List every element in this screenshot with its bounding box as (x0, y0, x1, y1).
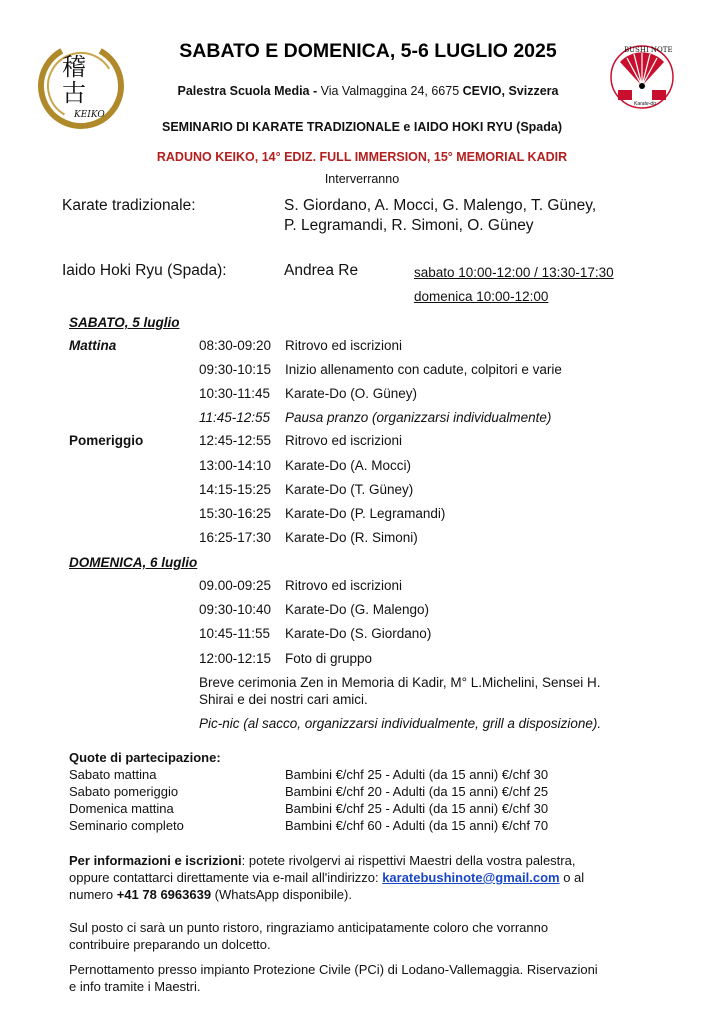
schedule-time: 11:45-12:55 (199, 410, 271, 425)
info-line2-text: oppure contattarci direttamente via e-mail all'indirizzo: (69, 870, 383, 885)
schedule-time: 10:45-11:55 (199, 626, 271, 641)
schedule-time: 13:00-14:10 (199, 458, 272, 473)
fees-heading: Quote di partecipazione: (69, 750, 221, 765)
ceremony-line1: Breve cerimonia Zen in Memoria di Kadir, M° L.Michelini, Sensei H. (199, 675, 601, 690)
picnic-note: Pic-nic (al sacco, organizzarsi individualmente, grill a disposizione). (199, 716, 602, 731)
bushi-note-text: BUSHI NOTE (624, 46, 673, 54)
schedule-activity: Pausa pranzo (organizzarsi individualmente) (285, 410, 552, 425)
schedule-time: 09.00-09:25 (199, 578, 272, 593)
keiko-kanji: 稽古 (62, 53, 86, 107)
schedule-activity: Ritrovo ed iscrizioni (285, 433, 403, 448)
info-line1-text: : potete rivolgervi ai rispettivi Maestri della vostra palestra, (241, 853, 576, 868)
iaido-saturday-times: sabato 10:00-12:00 / 13:30-17:30 (414, 265, 614, 280)
karate-teachers-line2: P. Legramandi, R. Simoni, O. Güney (284, 217, 534, 234)
info-line3-text: numero (69, 887, 117, 902)
karate-label: Karate tradizionale: (62, 197, 196, 214)
info-line3-end: (WhatsApp disponibile). (211, 887, 352, 902)
schedule-activity: Ritrovo ed iscrizioni (285, 578, 403, 593)
schedule-time: 08:30-09:20 (199, 338, 272, 353)
fee-price: Bambini €/chf 25 - Adulti (da 15 anni) €/chf 30 (285, 801, 549, 816)
schedule-activity: Inizio allenamento con cadute, colpitori e varie (285, 362, 562, 377)
karate-teachers-line1: S. Giordano, A. Mocci, G. Malengo, T. Güney, (284, 197, 597, 214)
ristoro-line2: contribuire preparando un dolcetto. (69, 937, 271, 952)
raduno-title: RADUNO KEIKO, 14° EDIZ. FULL IMMERSION, 15° MEMORIAL KADIR (156, 150, 568, 164)
schedule-time: 09:30-10:15 (199, 362, 272, 377)
pernottamento-line2: e info tramite i Maestri. (69, 979, 201, 994)
sunday-heading: DOMENICA, 6 luglio (69, 555, 198, 570)
bushi-note-caption: Karate-do (634, 101, 656, 107)
fee-label: Seminario completo (69, 818, 184, 833)
schedule-activity: Karate-Do (A. Mocci) (285, 458, 412, 473)
fee-label: Domenica mattina (69, 801, 174, 816)
venue-line (148, 84, 588, 98)
schedule-activity: Karate-Do (O. Güney) (285, 386, 418, 401)
bushi-note-logo (602, 44, 682, 110)
schedule-time: 15:30-16:25 (199, 506, 272, 521)
schedule-activity: Foto di gruppo (285, 651, 373, 666)
iaido-teacher: Andrea Re (284, 262, 359, 279)
ceremony-line2: Shirai e dei nostri cari amici. (199, 692, 368, 707)
iaido-label: Iaido Hoki Ryu (Spada): (62, 262, 227, 279)
keiko-logo-text: KEIKO (74, 110, 105, 120)
seminar-title: SEMINARIO DI KARATE TRADIZIONALE e IAIDO HOKI RYU (Spada) (161, 120, 562, 134)
fee-price: Bambini €/chf 20 - Adulti (da 15 anni) €/chf 25 (285, 784, 549, 799)
pernottamento-line1: Pernottamento presso impianto Protezione Civile (PCi) di Lodano-Vallemaggia. Riservazioni (69, 962, 598, 977)
iaido-sunday-times: domenica 10:00-12:00 (414, 289, 549, 304)
info-line2 (69, 870, 584, 885)
schedule-time: 12:00-12:15 (199, 651, 272, 666)
phone-number: +41 78 6963639 (116, 887, 212, 902)
schedule-activity: Karate-Do (G. Malengo) (285, 602, 430, 617)
info-line3 (69, 887, 352, 902)
schedule-time: 10:30-11:45 (199, 386, 271, 401)
fee-label: Sabato mattina (69, 767, 157, 782)
schedule-time: 09:30-10:40 (199, 602, 272, 617)
schedule-activity: Karate-Do (P. Legramandi) (285, 506, 446, 521)
fee-label: Sabato pomeriggio (69, 784, 179, 799)
morning-label: Mattina (69, 338, 117, 353)
venue-name: Palestra Scuola Media - (177, 84, 318, 98)
fee-price: Bambini €/chf 60 - Adulti (da 15 anni) €/chf 70 (285, 818, 549, 833)
schedule-activity: Karate-Do (T. Güney) (285, 482, 414, 497)
keiko-logo (34, 40, 128, 132)
saturday-heading: SABATO, 5 luglio (69, 315, 180, 330)
venue-city: CEVIO, Svizzera (462, 84, 559, 98)
info-line1 (69, 853, 575, 868)
event-title: SABATO E DOMENICA, 5-6 LUGLIO 2025 (179, 40, 557, 62)
schedule-activity: Karate-Do (R. Simoni) (285, 530, 418, 545)
schedule-time: 16:25-17:30 (199, 530, 272, 545)
ristoro-line1: Sul posto ci sarà un punto ristoro, ringraziamo anticipatamente coloro che vorranno (69, 920, 549, 935)
email-link[interactable]: karatebushinote@gmail.com (382, 870, 560, 885)
interverranno-label: Interverranno (324, 172, 400, 186)
venue-address: Via Valmaggina 24, 6675 (317, 84, 463, 98)
info-line2-end: o al (559, 870, 585, 885)
schedule-activity: Karate-Do (S. Giordano) (285, 626, 432, 641)
info-heading: Per informazioni e iscrizioni (69, 853, 242, 868)
schedule-time: 12:45-12:55 (199, 433, 272, 448)
schedule-time: 14:15-15:25 (199, 482, 272, 497)
fee-price: Bambini €/chf 25 - Adulti (da 15 anni) €/chf 30 (285, 767, 549, 782)
schedule-activity: Ritrovo ed iscrizioni (285, 338, 403, 353)
afternoon-label: Pomeriggio (69, 433, 144, 448)
